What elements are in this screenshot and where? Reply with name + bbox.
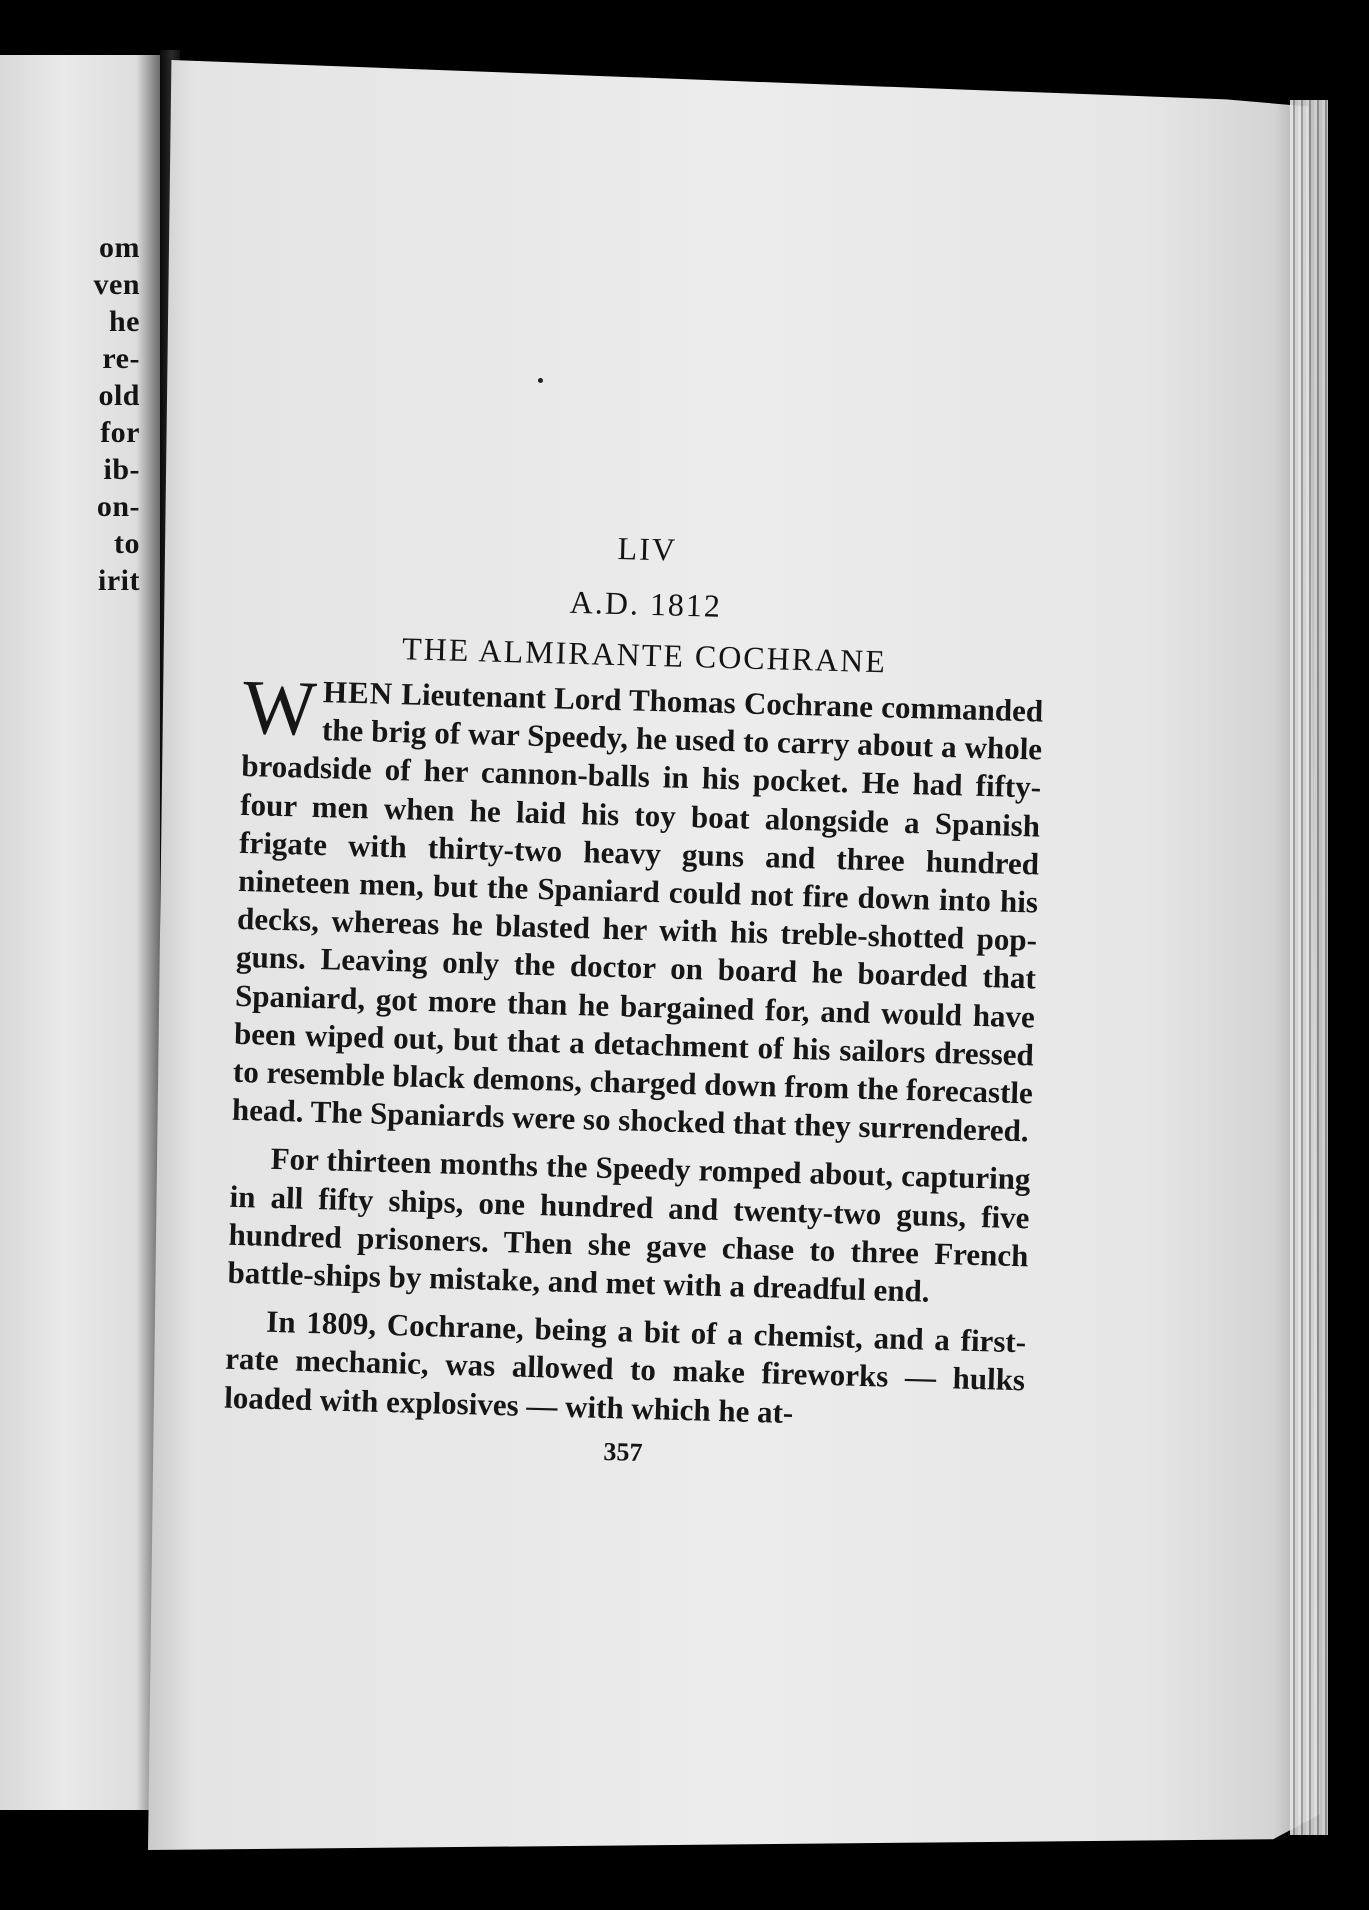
ink-speck bbox=[538, 378, 543, 383]
left-page-line: on- bbox=[96, 490, 140, 523]
paragraph-3: In 1809, Cochrane, being a bit of a chemist, and a first-rate mechanic, was allowed to make fireworks — hulks loaded with explosives — with which he at- bbox=[223, 1304, 1027, 1430]
paragraph-2: For thirteen months the Speedy romped about, capturing in all fifty ships, one hundred and twenty-two guns, five hundred prisoners. Then she gave chase to three French battle-ships by mistake, and met with a dreadful end. bbox=[227, 1141, 1031, 1309]
left-page-line: om bbox=[99, 231, 140, 264]
lead-caps: HEN bbox=[322, 674, 394, 711]
chapter-number: LIV bbox=[617, 530, 678, 568]
previous-page-edge bbox=[0, 55, 160, 1810]
chapter-date: A.D. 1812 bbox=[569, 583, 723, 624]
left-page-line: for bbox=[100, 416, 140, 449]
chapter-title: THE ALMIRANTE COCHRANE bbox=[401, 630, 888, 680]
page-number: 357 bbox=[603, 1436, 643, 1467]
left-page-line: to bbox=[114, 527, 140, 560]
left-page-line: old bbox=[98, 379, 140, 412]
left-page-line: ib- bbox=[103, 453, 140, 486]
left-page-line: he bbox=[109, 305, 140, 338]
paragraph-1 bbox=[231, 662, 1044, 1151]
left-page-line: re- bbox=[102, 342, 140, 375]
left-page-line: irit bbox=[98, 564, 140, 597]
page-content bbox=[223, 520, 1048, 1478]
left-page-line: ven bbox=[93, 268, 140, 301]
page-stack-edges bbox=[1290, 100, 1328, 1835]
drop-cap: W bbox=[241, 662, 318, 752]
paragraph-text: Lieutenant Lord Thomas Cochrane commanded the brig of war Speedy, he used to carry about a whole broadside of her cannon-balls in his pocket. He had fifty-four men when he laid his toy boat alongside a Spanish frigate with thirty-two heavy guns and three hundred nineteen men, but the Spaniard could not fire down into his decks, whereas he blasted her with his treble-shotted pop-guns. Leaving only the doctor on board he boarded that Spaniard, got more than he bargained for, and would have been wiped out, but that a detachment of his sailors dressed to resemble black demons, charged down from the forecastle head. The Spaniards were so shocked that they surrendered. bbox=[231, 675, 1044, 1149]
